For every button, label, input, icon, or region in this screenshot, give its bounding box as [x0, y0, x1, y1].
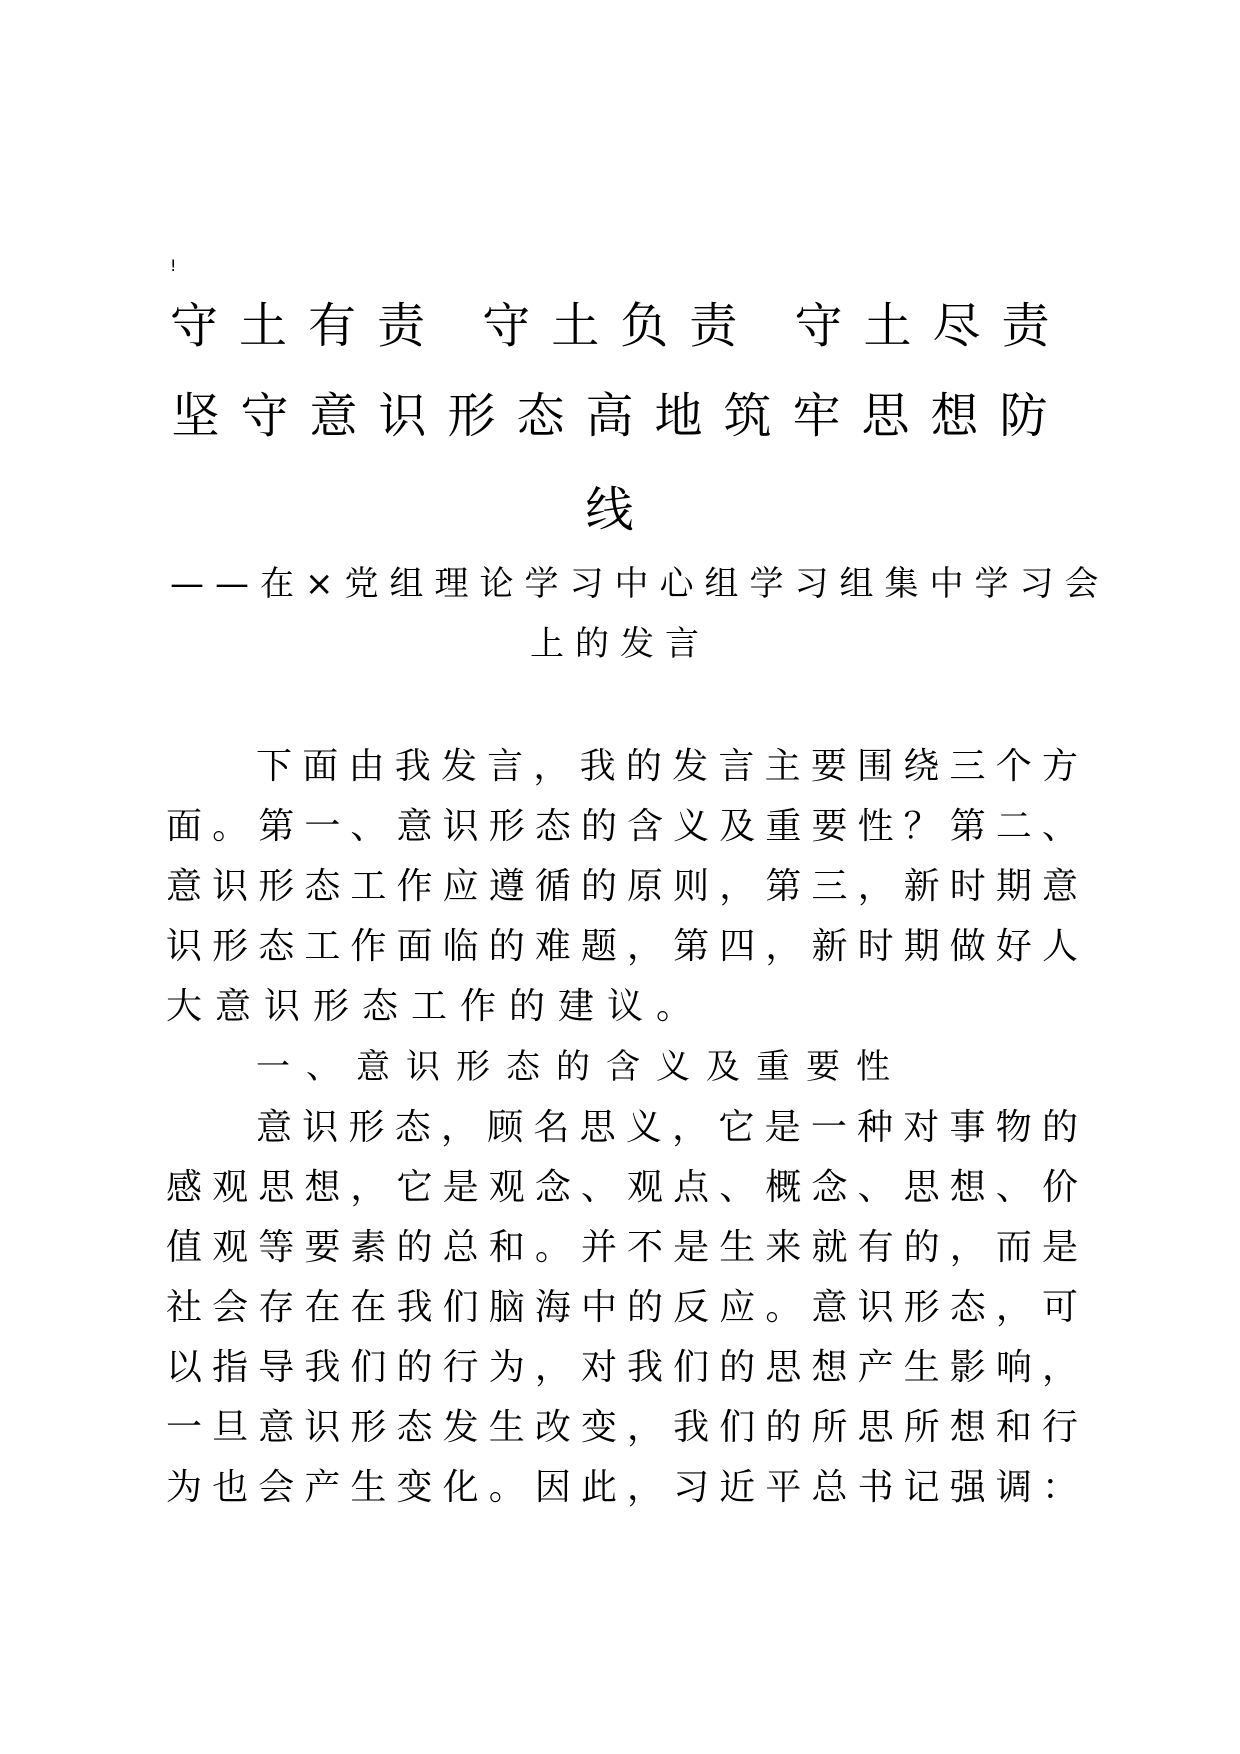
paragraph-1-line-3: 意识形态工作应遵循的原则，第三，新时期意: [166, 866, 1078, 907]
paragraph-2-line-6: 一旦意识形态发生改变，我们的所思所想和行: [166, 1407, 1078, 1448]
title-line-1: 守土有责 守土负责 守土尽责: [170, 298, 1071, 354]
paragraph-1-line-5: 大意识形态工作的建议。: [166, 986, 706, 1027]
paragraph-2-line-2: 感观思想，它是观念、观点、概念、思想、价: [166, 1167, 1078, 1208]
paragraph-2-line-1: 意识形态，顾名思义，它是一种对事物的: [256, 1107, 1078, 1148]
subtitle-line-2: 上的发言: [530, 624, 710, 664]
title-line-3: 线: [585, 482, 655, 538]
section-heading: 一、意识形态的含义及重要性: [256, 1047, 906, 1087]
paragraph-1-line-1: 下面由我发言，我的发言主要围绕三个方: [256, 746, 1078, 787]
paragraph-2-line-3: 值观等要素的总和。并不是生来就有的，而是: [166, 1227, 1078, 1268]
paragraph-1-line-2: 面。第一、意识形态的含义及重要性？第二、: [166, 806, 1078, 847]
title-line-2: 坚守意识形态高地筑牢思想防: [171, 388, 1069, 444]
stray-mark: !: [170, 256, 177, 275]
paragraph-2-line-5: 以指导我们的行为，对我们的思想产生影响，: [166, 1347, 1078, 1388]
paragraph-2-line-7: 为也会产生变化。因此，习近平总书记强调：: [166, 1467, 1078, 1508]
subtitle-line-1: ——在×党组理论学习中心组学习组集中学习会: [170, 564, 1110, 604]
paragraph-2-line-4: 社会存在在我们脑海中的反应。意识形态，可: [166, 1287, 1078, 1328]
paragraph-1-line-4: 识形态工作面临的难题，第四，新时期做好人: [166, 926, 1078, 967]
